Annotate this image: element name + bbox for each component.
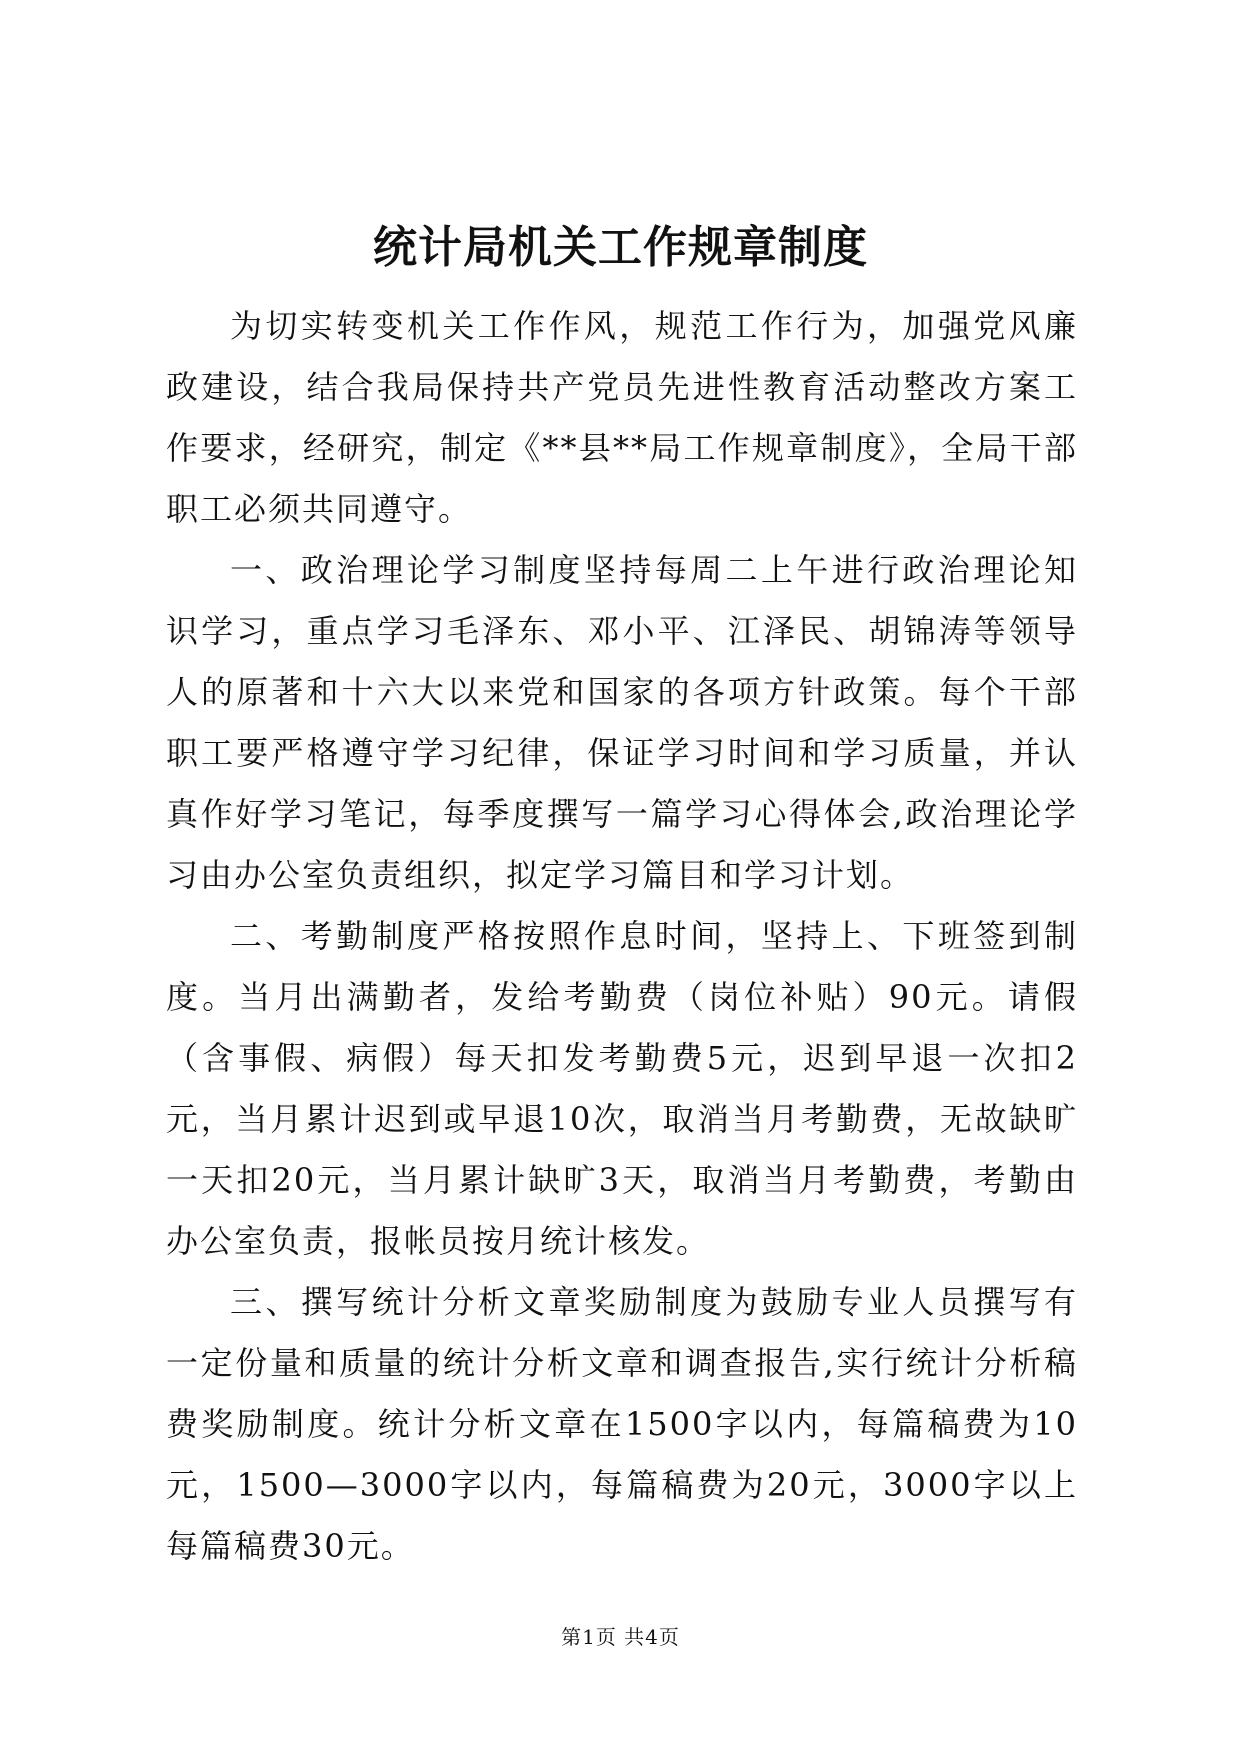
paragraph-intro: 为切实转变机关工作作风，规范工作行为，加强党风廉政建设，结合我局保持共产党员先进性教育活动整改方案工作要求，经研究，制定《**县**局工作规章制度》，全局干部职工必须共同遵守。 — [166, 307, 1078, 528]
paragraph-attendance: 二、考勤制度严格按照作息时间，坚持上、下班签到制度。当月出满勤者，发给考勤费（岗位补贴）90元。请假（含事假、病假）每天扣发考勤费5元，迟到早退一次扣2元，当月累计迟到或早退10次，取消当月考勤费，无故缺旷一天扣20元，当月累计缺旷3天，取消当月考勤费，考勤由办公室负责，报帐员按月统计核发。 — [166, 917, 1078, 1260]
document-body — [166, 296, 1078, 1577]
page-number-footer: 第1页 共4页 — [561, 1625, 680, 1649]
document-title: 统计局机关工作规章制度 — [373, 222, 868, 273]
paragraph-political-study: 一、政治理论学习制度坚持每周二上午进行政治理论知识学习，重点学习毛泽东、邓小平、江泽民、胡锦涛等领导人的原著和十六大以来党和国家的各项方针政策。每个干部职工要严格遵守学习纪律，保证学习时间和学习质量，并认真作好学习笔记，每季度撰写一篇学习心得体会,政治理论学习由办公室负责组织，拟定学习篇目和学习计划。 — [166, 551, 1078, 894]
paragraph-article-reward: 三、撰写统计分析文章奖励制度为鼓励专业人员撰写有一定份量和质量的统计分析文章和调查报告,实行统计分析稿费奖励制度。统计分析文章在1500字以内，每篇稿费为10元，1500—3000字以内，每篇稿费为20元，3000字以上每篇稿费30元。 — [166, 1283, 1078, 1565]
